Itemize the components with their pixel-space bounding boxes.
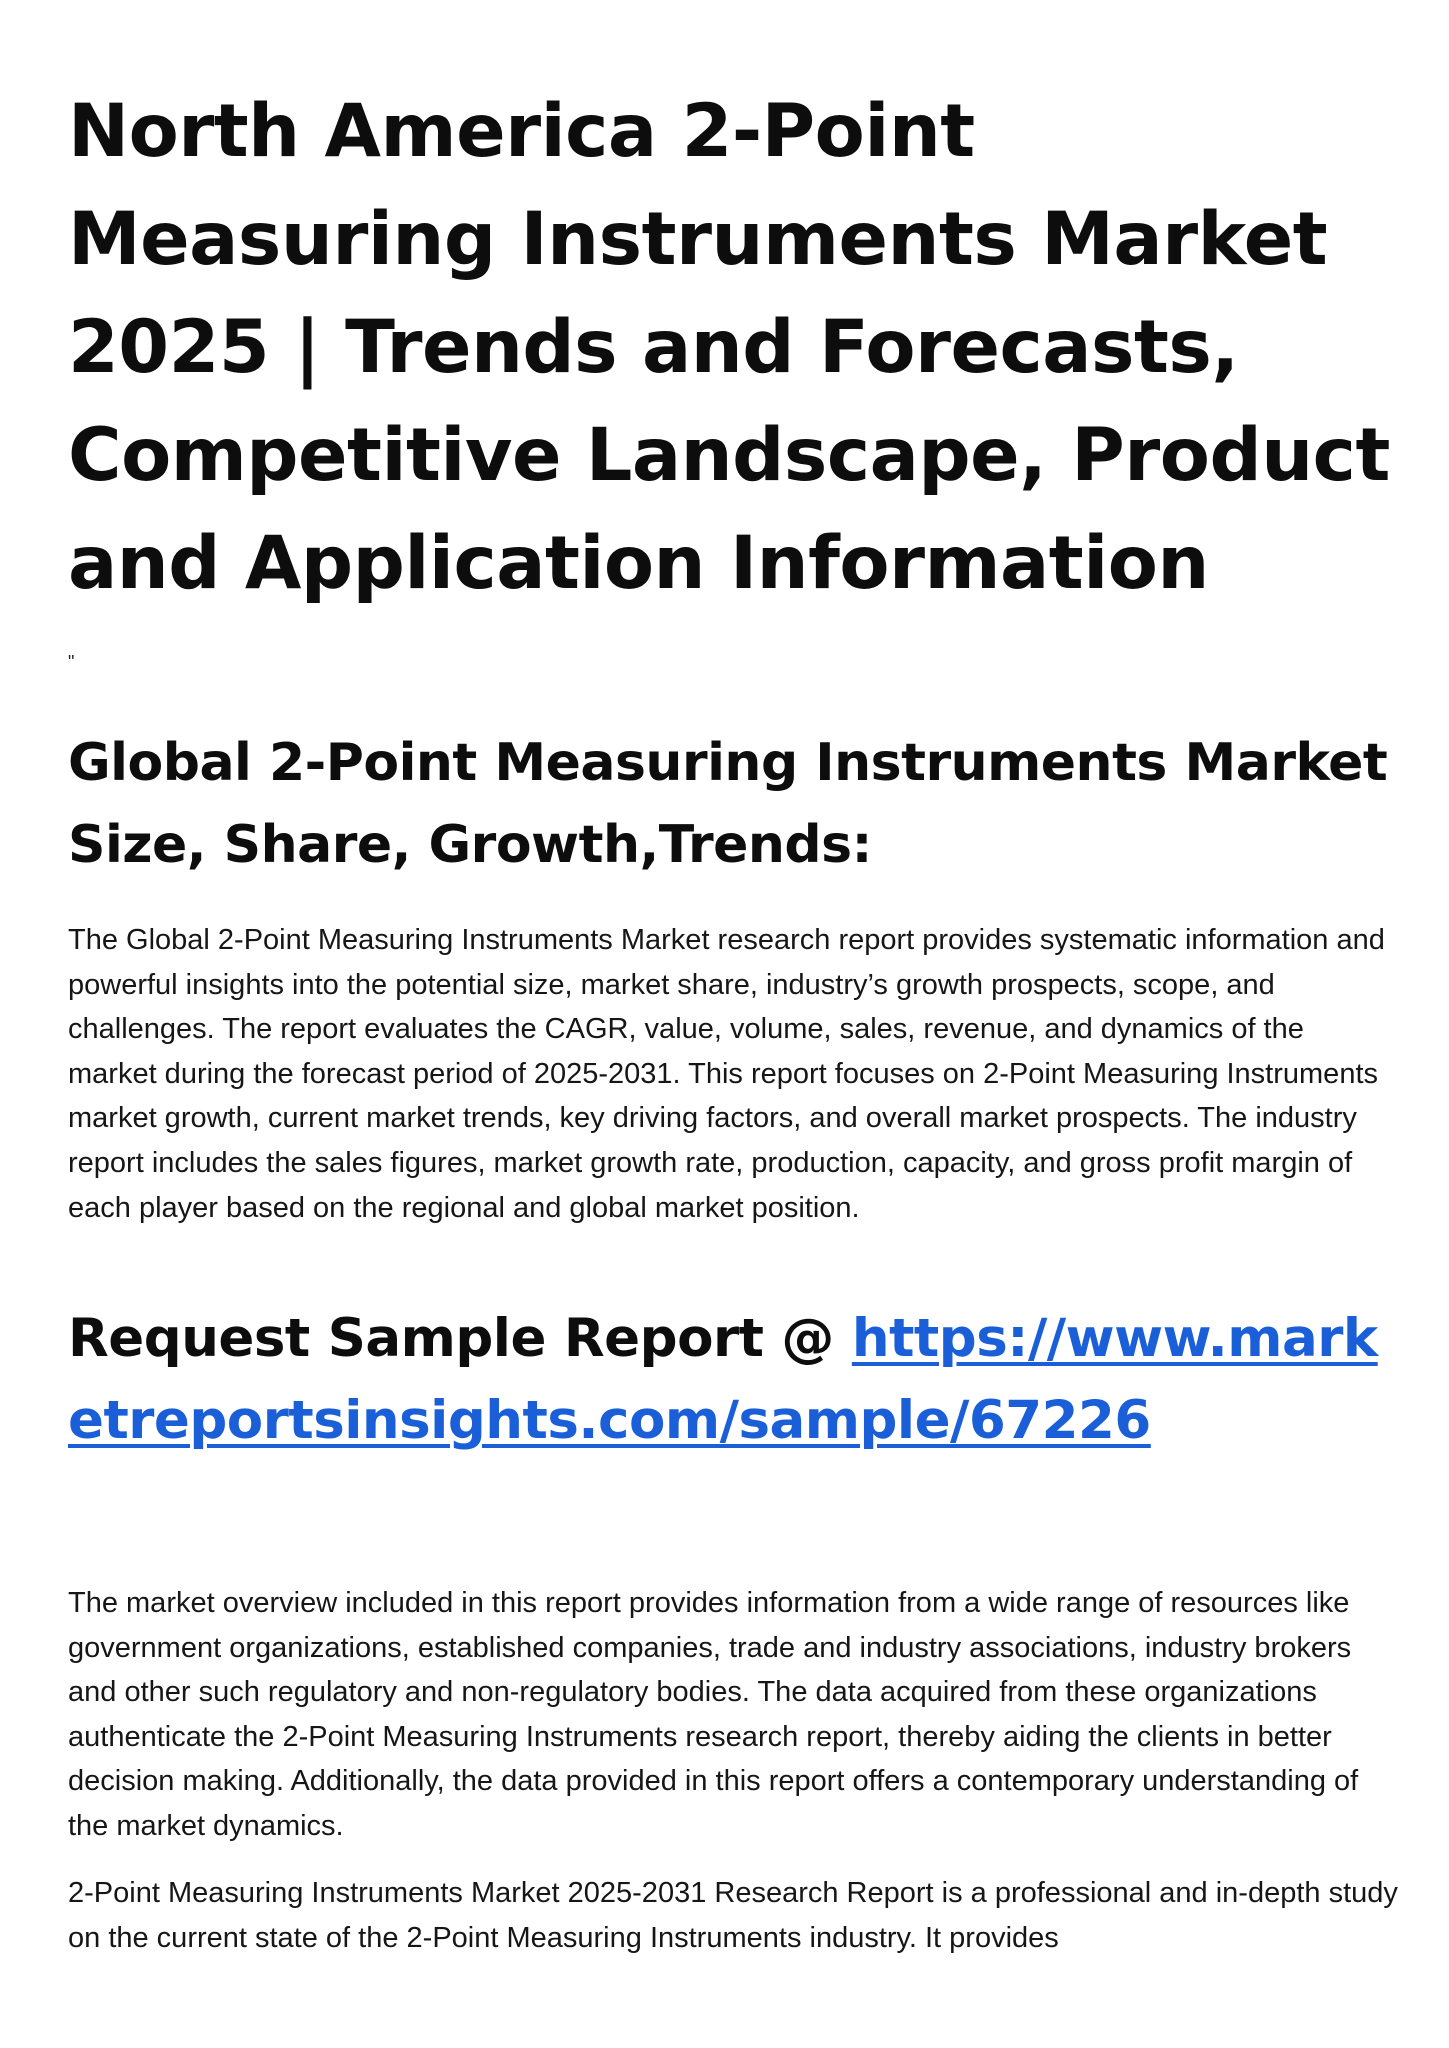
intro-paragraph: The Global 2-Point Measuring Instruments Market research report provides systematic information and powerful insights into the potential size, market share, industry’s growth prospects, scope, and challenges. The report evaluates the CAGR, value, volume, sales, revenue, and dynamics of the market during the forecast period of 2025-2031. This report focuses on 2-Point Measuring Instruments market growth, current market trends, key driving factors, and overall market prospects. The industry report includes the sales figures, market growth rate, production, capacity, and gross profit margin of each player based on the regional and global market position. <box>68 924 1385 1224</box>
page-title: North America 2-Point Measuring Instruments Market 2025 | Trends and Forecasts, Competitive Landscape, Product and Application Information <box>68 89 1390 606</box>
study-paragraph: 2-Point Measuring Instruments Market 2025-2031 Research Report is a professional and in-depth study on the current state of the 2-Point Measuring Instruments industry. It provides <box>68 1877 1398 1954</box>
request-sample-heading <box>68 1298 1398 1462</box>
request-sample-label: Request Sample Report @ <box>68 1308 852 1369</box>
section-heading: Global 2-Point Measuring Instruments Market Size, Share, Growth,Trends: <box>68 733 1388 875</box>
request-sample-link[interactable]: https://www.marketreportsinsights.com/sample/67226 <box>68 1308 1378 1451</box>
overview-paragraph: The market overview included in this report provides information from a wide range of resources like government organizations, established companies, trade and industry associations, industry brokers and other such regulatory and non-regulatory bodies. The data acquired from these organizations authenticate the 2-Point Measuring Instruments research report, thereby aiding the clients in better decision making. Additionally, the data provided in this report offers a contemporary understanding of the market dynamics. <box>68 1587 1359 1842</box>
stray-quote-mark: " <box>68 652 75 672</box>
